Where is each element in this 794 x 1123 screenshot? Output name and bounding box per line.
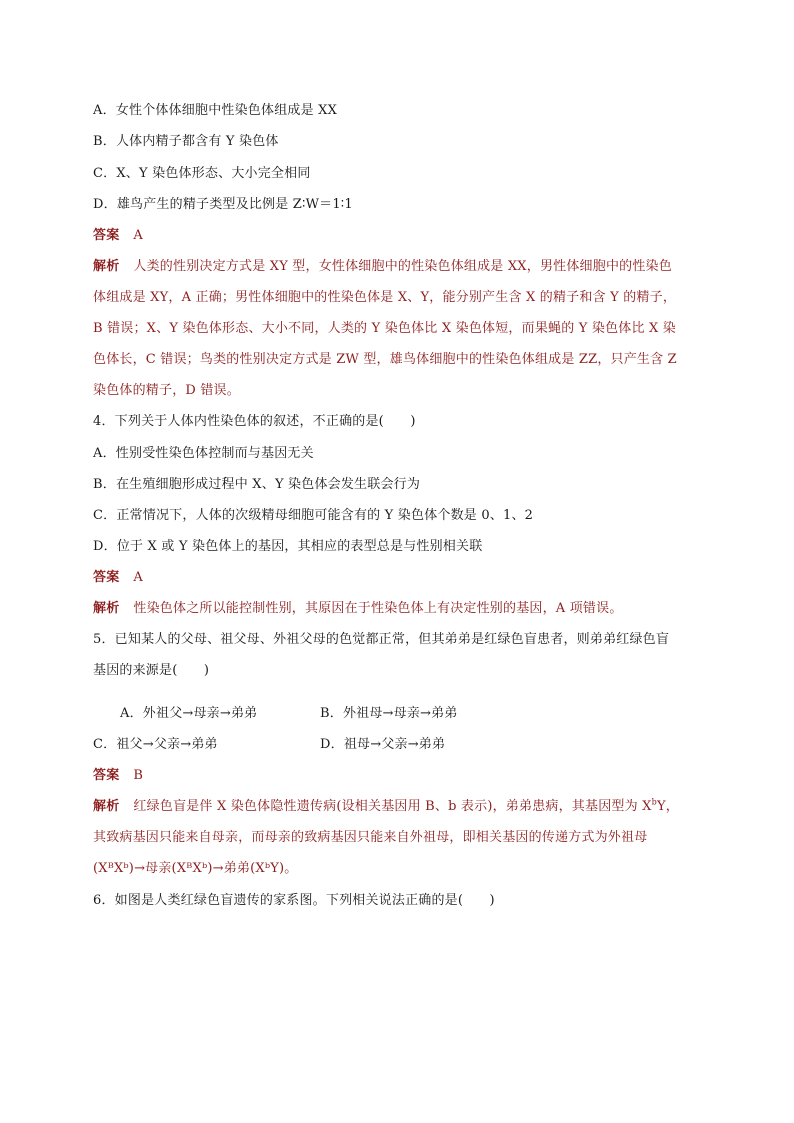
q5-option-a: A．外祖父→母亲→弟弟 (120, 706, 258, 721)
q6-stem: 6．如图是人类红绿色盲遗传的家系图。下列相关说法正确的是( ) (93, 893, 495, 908)
q4-analysis-line-1 (93, 601, 623, 617)
analysis-label: 解析 (93, 601, 120, 616)
analysis-text-end: Y， (656, 799, 679, 814)
q3-analysis-line-3: B 错误；X、Y 染色体形态、大小不同，人类的 Y 染色体比 X 染色体短，而果蝇的 Y 染色体比 X 染 (93, 321, 676, 336)
analysis-text: 红绿色盲是伴 X 染色体隐性遗传病(设相关基因用 B、b 表示)，弟弟患病，其基因型为 X (133, 799, 652, 814)
answer-label: 答案 (93, 768, 120, 783)
q4-stem: 4．下列关于人体内性染色体的叙述，不正确的是( ) (93, 414, 416, 429)
q3-analysis-line-1 (93, 259, 672, 275)
q5-option-d: D．祖母→父亲→弟弟 (320, 737, 446, 752)
answer-value: B (133, 768, 144, 783)
answer-label: 答案 (93, 570, 120, 585)
analysis-text: 人类的性别决定方式是 XY 型，女性体细胞中的性染色体组成是 XX，男性体细胞中的性染色 (133, 259, 672, 274)
q4-answer (93, 570, 143, 586)
q5-option-b: B．外祖母→母亲→弟弟 (320, 706, 458, 721)
analysis-label: 解析 (93, 259, 120, 274)
q4-option-d: D．位于 X 或 Y 染色体上的基因，其相应的表型总是与性别相关联 (93, 539, 483, 554)
answer-value: A (133, 570, 143, 585)
q4-option-c: C．正常情况下，人体的次级精母细胞可能含有的 Y 染色体个数是 0、1、2 (93, 508, 534, 523)
q3-analysis-line-2: 体组成是 XY，A 正确；男性体细胞中的性染色体是 X、Y，能分别产生含 X 的精子和含 Y 的精子， (93, 290, 677, 305)
q5-stem-line-1: 5．已知某人的父母、祖父母、外祖父母的色觉都正常，但其弟弟是红绿色盲患者，则弟弟红绿色盲 (93, 632, 670, 647)
answer-value: A (133, 228, 143, 243)
q4-option-b: B．在生殖细胞形成过程中 X、Y 染色体会发生联会行为 (93, 477, 421, 492)
analysis-label: 解析 (93, 799, 120, 814)
analysis-text: 性染色体之所以能控制性别，其原因在于性染色体上有决定性别的基因，A 项错误。 (133, 601, 623, 616)
q5-analysis-line-3: (XᴮXᵇ)→母亲(XᴮXᵇ)→弟弟(XᵇY)。 (93, 861, 298, 876)
q5-stem-line-2: 基因的来源是( ) (93, 663, 210, 678)
q3-option-c: C．X、Y 染色体形态、大小完全相同 (93, 166, 311, 181)
q3-analysis-line-5: 染色体的精子，D 错误。 (93, 383, 240, 398)
answer-label: 答案 (93, 228, 120, 243)
q3-option-a: A．女性个体体细胞中性染色体组成是 XX (93, 103, 338, 118)
superscript-b: b (651, 797, 657, 807)
q5-analysis-line-2: 其致病基因只能来自母亲，而母亲的致病基因只能来自外祖母，即相关基因的传递方式为外祖母 (93, 830, 648, 845)
q3-analysis-line-4: 色体长，C 错误；鸟类的性别决定方式是 ZW 型，雄鸟体细胞中的性染色体组成是 ZZ，只产生含 Z (93, 352, 677, 367)
q5-analysis-line-1 (93, 799, 679, 815)
q5-option-c: C．祖父→父亲→弟弟 (93, 737, 218, 752)
q3-option-d: D．雄鸟产生的精子类型及比例是 Z∶W＝1∶1 (93, 197, 353, 212)
q3-answer (93, 228, 143, 244)
q4-option-a: A．性别受性染色体控制而与基因无关 (93, 446, 314, 461)
q3-option-b: B．人体内精子都含有 Y 染色体 (93, 134, 279, 149)
q5-answer (93, 768, 143, 784)
